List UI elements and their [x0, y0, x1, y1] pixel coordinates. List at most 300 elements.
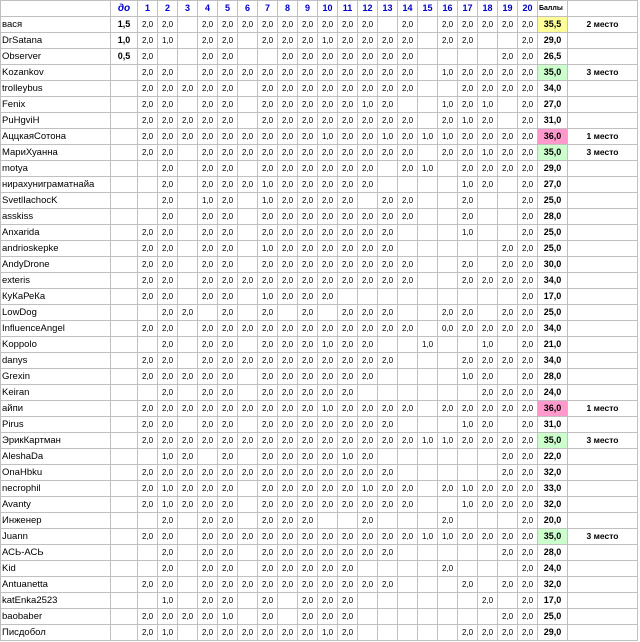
total-score-cell[interactable]: 35,0	[538, 433, 568, 449]
round-score-cell[interactable]: 2,0	[178, 481, 198, 497]
round-score-cell[interactable]: 2,0	[298, 449, 318, 465]
round-score-cell[interactable]: 2,0	[358, 49, 378, 65]
round-score-cell[interactable]: 1,0	[258, 193, 278, 209]
round-score-cell[interactable]: 1,0	[458, 113, 478, 129]
round-score-cell[interactable]: 2,0	[378, 65, 398, 81]
round-score-cell[interactable]: 2,0	[278, 161, 298, 177]
round-score-cell[interactable]	[458, 49, 478, 65]
round-score-cell[interactable]	[238, 289, 258, 305]
round-score-cell[interactable]	[418, 401, 438, 417]
round-score-cell[interactable]: 2,0	[518, 193, 538, 209]
place-cell[interactable]	[568, 609, 638, 625]
participant-name[interactable]: АццкаяСотона	[1, 129, 111, 145]
round-score-cell[interactable]: 2,0	[498, 465, 518, 481]
round-score-cell[interactable]: 2,0	[318, 497, 338, 513]
round-score-cell[interactable]: 2,0	[258, 417, 278, 433]
round-score-cell[interactable]	[198, 305, 218, 321]
round-score-cell[interactable]	[438, 161, 458, 177]
round-score-cell[interactable]: 2,0	[158, 289, 178, 305]
round-score-cell[interactable]: 2,0	[378, 209, 398, 225]
round-score-cell[interactable]: 2,0	[178, 81, 198, 97]
round-score-cell[interactable]: 2,0	[438, 33, 458, 49]
round-score-cell[interactable]: 2,0	[318, 17, 338, 33]
round-score-cell[interactable]: 2,0	[158, 17, 178, 33]
round-score-cell[interactable]: 1,0	[158, 625, 178, 641]
round-score-cell[interactable]	[438, 81, 458, 97]
place-cell[interactable]	[568, 193, 638, 209]
round-score-cell[interactable]: 2,0	[278, 625, 298, 641]
round-score-cell[interactable]: 2,0	[198, 33, 218, 49]
total-score-cell[interactable]: 17,0	[538, 289, 568, 305]
round-score-cell[interactable]: 2,0	[318, 577, 338, 593]
round-score-cell[interactable]: 2,0	[318, 177, 338, 193]
round-score-cell[interactable]	[418, 145, 438, 161]
round-score-cell[interactable]: 2,0	[238, 129, 258, 145]
round-score-cell[interactable]	[478, 465, 498, 481]
pre-score-cell[interactable]	[111, 145, 138, 161]
round-score-cell[interactable]	[398, 97, 418, 113]
round-score-cell[interactable]: 2,0	[258, 577, 278, 593]
round-score-cell[interactable]: 1,0	[418, 337, 438, 353]
pre-score-cell[interactable]	[111, 497, 138, 513]
round-score-cell[interactable]	[418, 417, 438, 433]
round-score-cell[interactable]: 2,0	[498, 321, 518, 337]
total-score-cell[interactable]: 36,0	[538, 401, 568, 417]
pre-score-cell[interactable]	[111, 433, 138, 449]
round-score-cell[interactable]: 2,0	[298, 81, 318, 97]
round-score-cell[interactable]: 2,0	[358, 401, 378, 417]
round-score-cell[interactable]: 2,0	[138, 417, 158, 433]
total-score-cell[interactable]: 27,0	[538, 177, 568, 193]
round-score-cell[interactable]: 2,0	[378, 497, 398, 513]
round-score-cell[interactable]: 2,0	[498, 145, 518, 161]
total-score-cell[interactable]: 30,0	[538, 257, 568, 273]
place-cell[interactable]	[568, 305, 638, 321]
round-score-cell[interactable]: 2,0	[358, 305, 378, 321]
round-score-cell[interactable]	[238, 417, 258, 433]
round-score-cell[interactable]: 2,0	[278, 273, 298, 289]
round-score-cell[interactable]: 2,0	[378, 481, 398, 497]
round-score-cell[interactable]	[338, 513, 358, 529]
round-score-cell[interactable]: 1,0	[478, 97, 498, 113]
round-score-cell[interactable]: 2,0	[298, 609, 318, 625]
round-score-cell[interactable]: 2,0	[178, 113, 198, 129]
pre-score-cell[interactable]	[111, 241, 138, 257]
round-score-cell[interactable]: 2,0	[298, 209, 318, 225]
round-score-cell[interactable]: 2,0	[298, 33, 318, 49]
total-score-cell[interactable]: 28,0	[538, 545, 568, 561]
round-score-cell[interactable]: 2,0	[398, 481, 418, 497]
round-score-cell[interactable]: 2,0	[158, 433, 178, 449]
total-score-cell[interactable]: 17,0	[538, 593, 568, 609]
round-score-cell[interactable]	[418, 113, 438, 129]
round-score-cell[interactable]: 2,0	[278, 449, 298, 465]
round-score-cell[interactable]	[378, 17, 398, 33]
round-score-cell[interactable]: 2,0	[138, 257, 158, 273]
participant-name[interactable]: andrioskepke	[1, 241, 111, 257]
round-score-cell[interactable]	[178, 289, 198, 305]
total-score-cell[interactable]: 21,0	[538, 337, 568, 353]
round-score-cell[interactable]	[398, 385, 418, 401]
round-score-cell[interactable]: 2,0	[298, 369, 318, 385]
round-score-cell[interactable]: 2,0	[198, 17, 218, 33]
round-score-cell[interactable]	[318, 305, 338, 321]
place-cell[interactable]	[568, 241, 638, 257]
round-score-cell[interactable]	[378, 625, 398, 641]
round-score-cell[interactable]	[138, 545, 158, 561]
total-score-cell[interactable]: 35,0	[538, 145, 568, 161]
place-cell[interactable]	[568, 257, 638, 273]
round-score-cell[interactable]	[498, 289, 518, 305]
pre-score-cell[interactable]	[111, 225, 138, 241]
round-score-cell[interactable]: 2,0	[438, 17, 458, 33]
round-score-cell[interactable]: 1,0	[438, 97, 458, 113]
round-score-cell[interactable]: 2,0	[198, 545, 218, 561]
round-score-cell[interactable]	[418, 17, 438, 33]
round-score-cell[interactable]	[418, 353, 438, 369]
round-score-cell[interactable]	[418, 449, 438, 465]
round-score-cell[interactable]: 2,0	[498, 241, 518, 257]
round-score-cell[interactable]: 2,0	[158, 177, 178, 193]
round-score-cell[interactable]: 2,0	[278, 353, 298, 369]
round-score-cell[interactable]	[398, 177, 418, 193]
place-cell[interactable]	[568, 385, 638, 401]
round-score-cell[interactable]: 2,0	[258, 529, 278, 545]
round-score-cell[interactable]: 2,0	[378, 113, 398, 129]
round-score-cell[interactable]: 1,0	[258, 289, 278, 305]
round-score-cell[interactable]: 1,0	[458, 177, 478, 193]
round-score-cell[interactable]: 2,0	[478, 401, 498, 417]
round-score-cell[interactable]: 2,0	[498, 625, 518, 641]
round-score-cell[interactable]: 2,0	[218, 145, 238, 161]
round-score-cell[interactable]	[178, 209, 198, 225]
participant-name[interactable]: нирахунигpаматнайа	[1, 177, 111, 193]
participant-name[interactable]: Avanty	[1, 497, 111, 513]
round-score-cell[interactable]: 1,0	[418, 129, 438, 145]
round-score-cell[interactable]: 2,0	[198, 225, 218, 241]
round-score-cell[interactable]: 2,0	[498, 17, 518, 33]
round-score-cell[interactable]	[438, 337, 458, 353]
round-score-cell[interactable]	[458, 337, 478, 353]
round-score-cell[interactable]: 2,0	[518, 273, 538, 289]
total-score-cell[interactable]: 26,5	[538, 49, 568, 65]
participant-name[interactable]: Kozankov	[1, 65, 111, 81]
round-score-cell[interactable]: 2,0	[518, 561, 538, 577]
round-score-cell[interactable]	[238, 225, 258, 241]
round-score-cell[interactable]	[278, 609, 298, 625]
round-score-cell[interactable]: 2,0	[218, 33, 238, 49]
round-score-cell[interactable]	[198, 449, 218, 465]
round-score-cell[interactable]	[478, 449, 498, 465]
round-score-cell[interactable]	[398, 593, 418, 609]
round-score-cell[interactable]: 2,0	[338, 305, 358, 321]
participant-name[interactable]: ЭрикКартман	[1, 433, 111, 449]
round-score-cell[interactable]	[418, 481, 438, 497]
round-score-cell[interactable]	[178, 49, 198, 65]
round-score-cell[interactable]: 2,0	[258, 321, 278, 337]
round-score-cell[interactable]: 2,0	[378, 305, 398, 321]
round-score-cell[interactable]	[138, 513, 158, 529]
round-score-cell[interactable]: 2,0	[198, 593, 218, 609]
round-score-cell[interactable]	[238, 449, 258, 465]
participant-name[interactable]: Kid	[1, 561, 111, 577]
round-score-cell[interactable]: 2,0	[518, 545, 538, 561]
round-score-cell[interactable]: 2,0	[518, 385, 538, 401]
round-score-cell[interactable]: 1,0	[458, 417, 478, 433]
round-score-cell[interactable]: 2,0	[198, 129, 218, 145]
round-score-cell[interactable]: 2,0	[378, 433, 398, 449]
round-score-cell[interactable]: 2,0	[298, 481, 318, 497]
round-score-cell[interactable]: 2,0	[218, 273, 238, 289]
round-score-cell[interactable]: 2,0	[478, 353, 498, 369]
round-score-cell[interactable]	[178, 65, 198, 81]
round-score-cell[interactable]: 2,0	[318, 241, 338, 257]
round-score-cell[interactable]	[178, 593, 198, 609]
round-score-cell[interactable]: 2,0	[258, 433, 278, 449]
round-score-cell[interactable]: 2,0	[318, 449, 338, 465]
round-score-cell[interactable]: 2,0	[158, 65, 178, 81]
pre-score-cell[interactable]	[111, 337, 138, 353]
round-score-cell[interactable]: 2,0	[278, 465, 298, 481]
round-score-cell[interactable]: 2,0	[458, 625, 478, 641]
round-score-cell[interactable]: 2,0	[478, 593, 498, 609]
round-score-cell[interactable]	[178, 513, 198, 529]
participant-name[interactable]: АСЬ-АСЬ	[1, 545, 111, 561]
round-score-cell[interactable]: 2,0	[258, 561, 278, 577]
round-score-cell[interactable]: 2,0	[138, 145, 158, 161]
round-score-cell[interactable]: 2,0	[198, 209, 218, 225]
round-score-cell[interactable]: 2,0	[158, 321, 178, 337]
round-score-cell[interactable]: 2,0	[158, 193, 178, 209]
round-score-cell[interactable]	[438, 497, 458, 513]
round-score-cell[interactable]: 2,0	[138, 321, 158, 337]
round-score-cell[interactable]	[378, 513, 398, 529]
round-score-cell[interactable]	[418, 577, 438, 593]
round-score-cell[interactable]: 2,0	[298, 625, 318, 641]
round-score-cell[interactable]: 2,0	[338, 369, 358, 385]
round-score-cell[interactable]: 2,0	[278, 225, 298, 241]
round-score-cell[interactable]	[458, 513, 478, 529]
place-cell[interactable]	[568, 321, 638, 337]
round-score-cell[interactable]: 2,0	[518, 225, 538, 241]
round-score-cell[interactable]: 2,0	[378, 97, 398, 113]
round-score-cell[interactable]: 1,0	[438, 129, 458, 145]
round-score-cell[interactable]: 2,0	[338, 433, 358, 449]
place-cell[interactable]	[568, 545, 638, 561]
round-score-cell[interactable]: 2,0	[378, 33, 398, 49]
round-score-cell[interactable]: 2,0	[338, 49, 358, 65]
round-score-cell[interactable]	[398, 465, 418, 481]
round-score-cell[interactable]	[418, 369, 438, 385]
round-score-cell[interactable]: 2,0	[358, 417, 378, 433]
place-cell[interactable]	[568, 625, 638, 641]
round-score-cell[interactable]: 2,0	[298, 513, 318, 529]
round-score-cell[interactable]: 2,0	[198, 97, 218, 113]
round-score-cell[interactable]: 2,0	[298, 353, 318, 369]
round-score-cell[interactable]	[398, 225, 418, 241]
round-score-cell[interactable]: 2,0	[358, 33, 378, 49]
round-score-cell[interactable]: 2,0	[458, 17, 478, 33]
round-score-cell[interactable]: 2,0	[278, 289, 298, 305]
round-score-cell[interactable]: 2,0	[318, 49, 338, 65]
round-score-cell[interactable]	[238, 49, 258, 65]
pre-score-cell[interactable]	[111, 465, 138, 481]
round-score-cell[interactable]	[398, 289, 418, 305]
round-score-cell[interactable]	[438, 257, 458, 273]
round-score-cell[interactable]: 2,0	[298, 49, 318, 65]
round-score-cell[interactable]: 2,0	[258, 65, 278, 81]
round-score-cell[interactable]	[418, 321, 438, 337]
round-score-cell[interactable]	[138, 193, 158, 209]
round-score-cell[interactable]: 2,0	[138, 481, 158, 497]
round-score-cell[interactable]: 2,0	[358, 545, 378, 561]
round-score-cell[interactable]: 2,0	[278, 193, 298, 209]
round-score-cell[interactable]: 2,0	[198, 273, 218, 289]
round-score-cell[interactable]: 2,0	[258, 273, 278, 289]
round-score-cell[interactable]	[478, 289, 498, 305]
round-score-cell[interactable]: 2,0	[178, 401, 198, 417]
round-score-cell[interactable]: 2,0	[318, 225, 338, 241]
round-score-cell[interactable]: 2,0	[258, 497, 278, 513]
round-score-cell[interactable]: 2,0	[258, 593, 278, 609]
round-score-cell[interactable]: 2,0	[218, 417, 238, 433]
round-score-cell[interactable]	[398, 353, 418, 369]
round-score-cell[interactable]: 2,0	[238, 145, 258, 161]
pre-score-cell[interactable]	[111, 97, 138, 113]
round-score-cell[interactable]: 1,0	[358, 97, 378, 113]
round-score-cell[interactable]: 2,0	[238, 353, 258, 369]
round-score-cell[interactable]: 2,0	[318, 289, 338, 305]
round-score-cell[interactable]: 2,0	[198, 465, 218, 481]
round-score-cell[interactable]	[138, 161, 158, 177]
round-score-cell[interactable]	[358, 193, 378, 209]
total-score-cell[interactable]: 35,0	[538, 529, 568, 545]
round-score-cell[interactable]: 2,0	[138, 33, 158, 49]
round-score-cell[interactable]	[498, 593, 518, 609]
round-score-cell[interactable]	[178, 337, 198, 353]
place-cell[interactable]	[568, 353, 638, 369]
place-cell[interactable]	[568, 481, 638, 497]
round-score-cell[interactable]: 2,0	[218, 129, 238, 145]
total-score-cell[interactable]: 35,5	[538, 17, 568, 33]
round-score-cell[interactable]: 2,0	[458, 209, 478, 225]
round-score-cell[interactable]: 2,0	[438, 513, 458, 529]
round-score-cell[interactable]: 2,0	[218, 497, 238, 513]
participant-name[interactable]: Antuanetta	[1, 577, 111, 593]
round-score-cell[interactable]: 2,0	[258, 161, 278, 177]
round-score-cell[interactable]: 2,0	[498, 65, 518, 81]
round-score-cell[interactable]: 2,0	[258, 113, 278, 129]
place-cell[interactable]	[568, 49, 638, 65]
round-score-cell[interactable]	[138, 337, 158, 353]
pre-score-cell[interactable]	[111, 481, 138, 497]
round-score-cell[interactable]	[358, 593, 378, 609]
round-score-cell[interactable]: 2,0	[258, 225, 278, 241]
round-score-cell[interactable]: 2,0	[138, 81, 158, 97]
round-score-cell[interactable]: 2,0	[258, 481, 278, 497]
round-score-cell[interactable]: 2,0	[478, 417, 498, 433]
round-score-cell[interactable]: 2,0	[378, 465, 398, 481]
participant-name[interactable]: айпи	[1, 401, 111, 417]
round-score-cell[interactable]: 1,0	[258, 177, 278, 193]
round-score-cell[interactable]: 2,0	[158, 209, 178, 225]
round-score-cell[interactable]: 2,0	[178, 465, 198, 481]
round-score-cell[interactable]: 2,0	[518, 241, 538, 257]
round-score-cell[interactable]: 2,0	[518, 417, 538, 433]
round-score-cell[interactable]: 2,0	[298, 113, 318, 129]
round-score-cell[interactable]: 2,0	[378, 401, 398, 417]
round-score-cell[interactable]	[498, 193, 518, 209]
round-score-cell[interactable]: 2,0	[458, 161, 478, 177]
round-score-cell[interactable]	[238, 257, 258, 273]
round-score-cell[interactable]: 2,0	[498, 497, 518, 513]
round-score-cell[interactable]: 1,0	[318, 129, 338, 145]
round-score-cell[interactable]	[438, 417, 458, 433]
round-score-cell[interactable]: 2,0	[338, 593, 358, 609]
place-cell[interactable]: 3 место	[568, 65, 638, 81]
round-score-cell[interactable]	[418, 561, 438, 577]
place-cell[interactable]	[568, 449, 638, 465]
participant-name[interactable]: МариХуанна	[1, 145, 111, 161]
pre-score-cell[interactable]	[111, 273, 138, 289]
round-score-cell[interactable]	[178, 545, 198, 561]
round-score-cell[interactable]: 2,0	[478, 369, 498, 385]
round-score-cell[interactable]: 2,0	[438, 481, 458, 497]
round-score-cell[interactable]	[238, 561, 258, 577]
round-score-cell[interactable]: 2,0	[318, 465, 338, 481]
round-score-cell[interactable]	[178, 225, 198, 241]
round-score-cell[interactable]: 2,0	[298, 273, 318, 289]
round-score-cell[interactable]: 2,0	[518, 321, 538, 337]
round-score-cell[interactable]: 2,0	[338, 273, 358, 289]
participant-name[interactable]: SvetlIachocK	[1, 193, 111, 209]
round-score-cell[interactable]: 2,0	[318, 161, 338, 177]
total-score-cell[interactable]: 27,0	[538, 97, 568, 113]
round-score-cell[interactable]: 2,0	[158, 353, 178, 369]
round-score-cell[interactable]: 2,0	[138, 433, 158, 449]
round-score-cell[interactable]: 2,0	[318, 353, 338, 369]
round-score-cell[interactable]: 2,0	[378, 321, 398, 337]
round-score-cell[interactable]: 2,0	[298, 417, 318, 433]
round-score-cell[interactable]: 2,0	[318, 417, 338, 433]
pre-score-cell[interactable]	[111, 177, 138, 193]
round-score-cell[interactable]	[238, 385, 258, 401]
round-score-cell[interactable]: 2,0	[338, 17, 358, 33]
total-score-cell[interactable]: 34,0	[538, 273, 568, 289]
round-score-cell[interactable]: 2,0	[478, 129, 498, 145]
participant-name[interactable]: baobaber	[1, 609, 111, 625]
round-score-cell[interactable]	[398, 417, 418, 433]
round-score-cell[interactable]: 2,0	[258, 81, 278, 97]
round-score-cell[interactable]: 2,0	[258, 33, 278, 49]
round-score-cell[interactable]	[418, 289, 438, 305]
place-cell[interactable]	[568, 289, 638, 305]
round-score-cell[interactable]: 2,0	[318, 529, 338, 545]
pre-score-cell[interactable]	[111, 385, 138, 401]
round-score-cell[interactable]: 2,0	[158, 129, 178, 145]
round-score-cell[interactable]	[238, 337, 258, 353]
round-score-cell[interactable]: 2,0	[258, 305, 278, 321]
participant-name[interactable]: Juann	[1, 529, 111, 545]
round-score-cell[interactable]: 2,0	[518, 305, 538, 321]
round-score-cell[interactable]: 2,0	[258, 385, 278, 401]
round-score-cell[interactable]: 2,0	[258, 209, 278, 225]
round-score-cell[interactable]: 2,0	[338, 65, 358, 81]
round-score-cell[interactable]: 2,0	[458, 193, 478, 209]
round-score-cell[interactable]: 2,0	[218, 177, 238, 193]
round-score-cell[interactable]: 2,0	[258, 17, 278, 33]
round-score-cell[interactable]: 2,0	[238, 465, 258, 481]
